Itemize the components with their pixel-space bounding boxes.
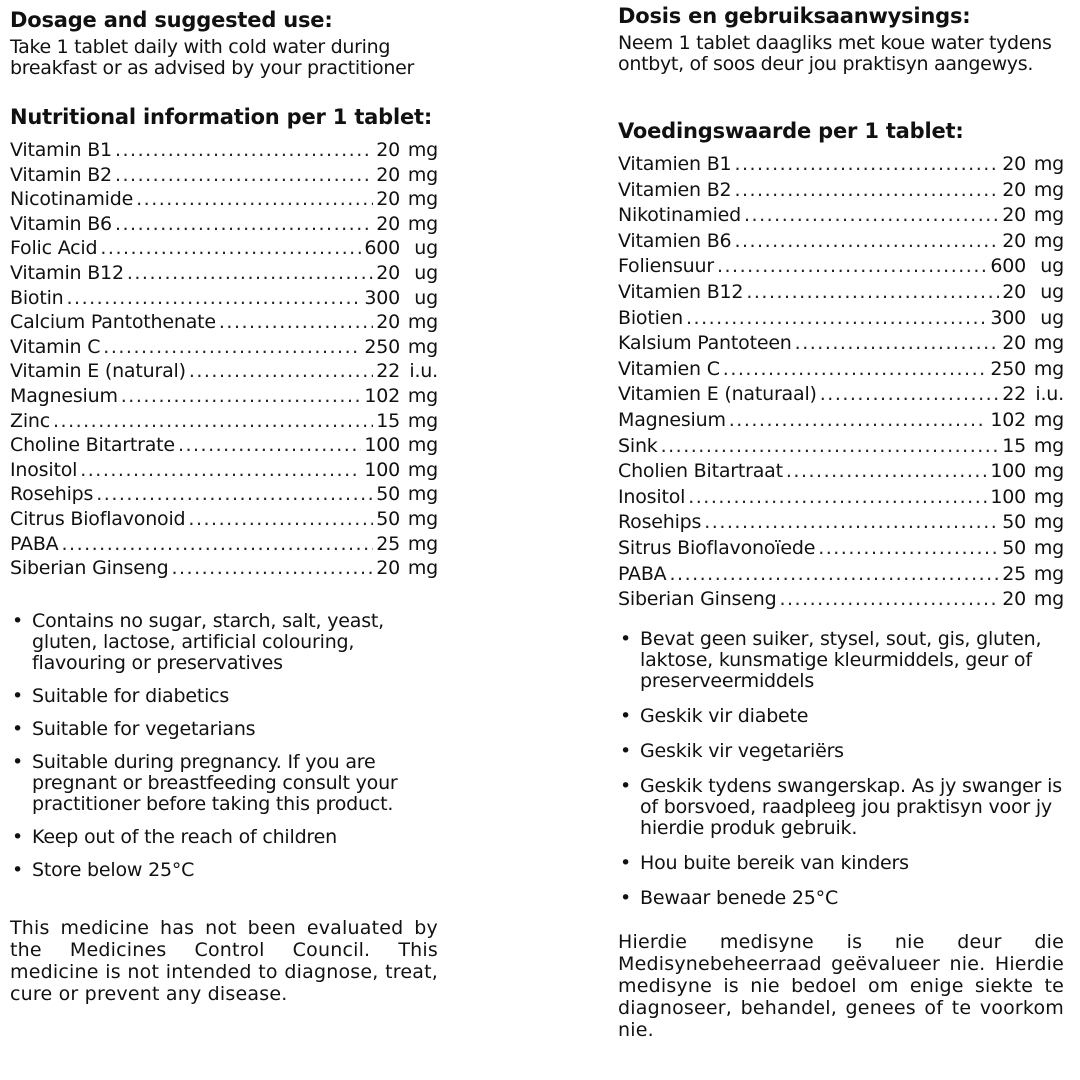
nutrient-unit: mg xyxy=(407,532,438,555)
feature-bullet-text: Suitable for vegetarians xyxy=(32,717,256,740)
nutrient-value: 50 xyxy=(1002,511,1026,534)
nutrient-value: 20 xyxy=(1002,332,1026,355)
dot-leader xyxy=(786,459,987,485)
nutrient-value: 25 xyxy=(376,532,400,555)
nutrient-amount xyxy=(376,507,438,532)
feature-bullet xyxy=(10,860,438,881)
feature-bullet-text: Contains no sugar, starch, salt, yeast, gluten, lactose, artificial colouring, flavouring or preservatives xyxy=(32,609,384,674)
nutrient-amount xyxy=(1002,331,1064,357)
nutrient-amount xyxy=(1002,434,1064,460)
feature-bullet-text: Keep out of the reach of children xyxy=(32,825,337,848)
nutrient-amount xyxy=(376,532,438,557)
feature-bullet-text: Geskik vir diabete xyxy=(640,704,809,727)
nutrient-amount xyxy=(1002,587,1064,613)
nutrient-row xyxy=(618,382,1064,408)
nutrient-unit: mg xyxy=(1033,434,1064,457)
disclaimer-text: Hierdie medisyne is nie deur die Medisynebeheerraad geëvalueer nie. Hierdie medisyne is nie bedoel om enige siekte te diagnoseer, behandel, genees of te voorkom nie. xyxy=(618,930,1064,1041)
dot-leader xyxy=(661,434,1000,460)
feature-bullet-text: Geskik tydens swangerskap. As jy swanger is of borsvoed, raadpleeg jou praktisyn voor jy hierdie produk gebruik. xyxy=(640,774,1062,839)
nutrient-amount xyxy=(364,236,438,261)
bullet-glyph: • xyxy=(12,750,24,773)
nutrient-value: 20 xyxy=(1002,588,1026,611)
nutrient-row xyxy=(10,458,438,483)
nutrient-name: Foliensuur xyxy=(618,255,714,278)
nutrient-amount xyxy=(1002,562,1064,588)
nutrient-row xyxy=(618,152,1064,178)
nutrient-row xyxy=(618,587,1064,613)
nutrition-heading: Nutritional information per 1 tablet: xyxy=(10,105,433,129)
nutrient-value: 20 xyxy=(1002,153,1026,175)
dot-leader xyxy=(115,163,373,188)
nutrient-row xyxy=(618,434,1064,460)
nutrient-row xyxy=(10,335,438,360)
nutrient-name: Biotien xyxy=(618,306,683,329)
dot-leader xyxy=(795,331,1000,357)
nutrient-unit: ug xyxy=(1040,280,1064,303)
nutrient-name: PABA xyxy=(618,562,667,585)
nutrient-value: 20 xyxy=(376,261,400,284)
nutrient-row xyxy=(10,482,438,507)
nutrient-name: Inositol xyxy=(618,485,686,508)
nutrient-row xyxy=(10,138,438,163)
nutrient-value: 50 xyxy=(376,483,400,506)
nutrient-unit: mg xyxy=(407,409,438,432)
feature-bullet xyxy=(10,686,438,707)
nutrient-unit: mg xyxy=(407,139,438,161)
dot-leader xyxy=(188,507,373,532)
nutrient-row xyxy=(618,536,1064,562)
nutrient-name: Sink xyxy=(618,434,658,457)
nutrient-unit: mg xyxy=(407,212,438,235)
nutrient-row xyxy=(10,286,438,311)
dot-leader xyxy=(734,178,999,204)
nutrient-amount xyxy=(376,163,438,188)
nutrient-unit: i.u. xyxy=(409,360,438,383)
nutrient-row xyxy=(618,485,1064,511)
dot-leader xyxy=(96,482,373,507)
nutrient-amount xyxy=(376,310,438,335)
nutrient-name: Calcium Pantothenate xyxy=(10,311,216,334)
nutrient-value: 300 xyxy=(990,306,1026,329)
dot-leader xyxy=(818,536,999,562)
nutrient-row xyxy=(618,562,1064,588)
nutrient-unit: mg xyxy=(1033,408,1064,431)
nutrient-row xyxy=(10,556,438,581)
feature-bullet xyxy=(618,853,1064,874)
dot-leader xyxy=(686,306,987,332)
nutrient-row xyxy=(618,408,1064,434)
nutrient-row xyxy=(618,280,1064,306)
dot-leader xyxy=(723,357,988,383)
nutrient-unit: mg xyxy=(1033,204,1064,227)
dot-leader xyxy=(178,433,361,458)
nutrient-row xyxy=(10,384,438,409)
nutrient-name: Nikotinamied xyxy=(618,204,741,227)
nutrient-name: PABA xyxy=(10,532,59,555)
bullet-glyph: • xyxy=(12,717,24,740)
nutrient-unit: mg xyxy=(1033,332,1064,355)
nutrient-unit: mg xyxy=(407,311,438,334)
feature-bullet xyxy=(618,888,1064,909)
dot-leader xyxy=(103,335,361,360)
nutrient-unit: mg xyxy=(1033,460,1064,483)
dot-leader xyxy=(189,359,373,384)
nutrient-row xyxy=(618,357,1064,383)
nutrient-value: 20 xyxy=(1002,229,1026,252)
nutrient-value: 20 xyxy=(1002,280,1026,303)
dot-leader xyxy=(734,152,999,178)
bullet-glyph: • xyxy=(620,851,632,874)
nutrient-value: 300 xyxy=(364,286,400,309)
dot-leader xyxy=(80,458,361,483)
feature-bullet xyxy=(10,719,438,740)
nutrient-value: 100 xyxy=(990,485,1026,508)
bullet-glyph: • xyxy=(620,886,632,909)
afrikaans-column xyxy=(618,0,1064,1041)
nutrient-row xyxy=(10,433,438,458)
nutrient-amount xyxy=(990,408,1064,434)
feature-bullet xyxy=(10,611,438,674)
dot-leader xyxy=(744,203,999,229)
nutrient-unit: mg xyxy=(407,335,438,358)
nutrient-name: Vitamin E (natural) xyxy=(10,360,186,383)
nutrient-unit: mg xyxy=(407,384,438,407)
nutrient-row xyxy=(10,409,438,434)
nutrient-value: 600 xyxy=(364,237,400,260)
feature-bullet-text: Geskik vir vegetariërs xyxy=(640,739,844,762)
nutrient-unit: mg xyxy=(1033,588,1064,611)
nutrient-name: Vitamin B6 xyxy=(10,212,112,235)
dot-leader xyxy=(115,212,373,237)
dot-leader xyxy=(729,408,988,434)
feature-bullet-text: Bevat geen suiker, stysel, sout, gis, gluten, laktose, kunsmatige kleurmiddels, geur of preserveermiddels xyxy=(640,627,1042,692)
nutrient-value: 20 xyxy=(1002,204,1026,227)
nutrient-unit: mg xyxy=(1033,511,1064,534)
feature-bullet-text: Hou buite bereik van kinders xyxy=(640,851,909,874)
nutrient-value: 22 xyxy=(376,360,400,383)
nutrient-name: Cholien Bitartraat xyxy=(618,460,783,483)
nutrient-amount xyxy=(1002,203,1064,229)
nutrient-name: Folic Acid xyxy=(10,237,98,260)
bullet-glyph: • xyxy=(12,858,24,881)
feature-bullet xyxy=(10,752,438,815)
nutrient-unit: mg xyxy=(407,434,438,457)
nutrient-amount xyxy=(990,254,1064,280)
nutrient-value: 15 xyxy=(376,409,400,432)
nutrient-name: Magnesium xyxy=(10,384,118,407)
nutrient-unit: ug xyxy=(1040,306,1064,329)
nutrient-amount xyxy=(364,286,438,311)
nutrient-name: Nicotinamide xyxy=(10,188,134,211)
nutrient-value: 15 xyxy=(1002,434,1026,457)
feature-bullet xyxy=(618,776,1064,839)
nutrient-unit: mg xyxy=(407,557,438,580)
dot-leader xyxy=(136,187,373,212)
nutrient-name: Vitamien B2 xyxy=(618,178,732,201)
dot-leader xyxy=(734,229,999,255)
feature-bullet xyxy=(618,741,1064,762)
feature-bullet-list xyxy=(618,629,1064,909)
nutrient-value: 250 xyxy=(990,357,1026,380)
nutrient-row xyxy=(10,359,438,384)
nutrient-value: 20 xyxy=(376,212,400,235)
dot-leader xyxy=(171,556,373,581)
nutrient-name: Vitamien C xyxy=(618,357,720,380)
dot-leader xyxy=(688,485,987,511)
nutrient-list xyxy=(618,152,1064,613)
nutrient-unit: ug xyxy=(1040,255,1064,278)
dot-leader xyxy=(115,138,373,163)
nutrient-row xyxy=(10,507,438,532)
nutrient-value: 50 xyxy=(1002,536,1026,559)
dot-leader xyxy=(717,254,987,280)
nutrient-amount xyxy=(376,482,438,507)
nutrient-value: 600 xyxy=(990,255,1026,278)
feature-bullet-list xyxy=(10,611,438,881)
nutrient-unit: ug xyxy=(414,237,438,260)
nutrient-unit: ug xyxy=(414,261,438,284)
nutrient-value: 100 xyxy=(364,434,400,457)
nutrient-amount xyxy=(376,261,438,286)
dot-leader xyxy=(67,286,362,311)
nutrient-name: Vitamien E (naturaal) xyxy=(618,383,817,406)
feature-bullet xyxy=(618,706,1064,727)
nutrient-name: Rosehips xyxy=(618,511,702,534)
nutrient-unit: ug xyxy=(414,286,438,309)
dot-leader xyxy=(100,236,361,261)
nutrient-amount xyxy=(1002,178,1064,204)
nutrient-amount xyxy=(990,357,1064,383)
dot-leader xyxy=(61,532,373,557)
nutrient-amount xyxy=(1002,280,1064,306)
nutrient-name: Vitamin B1 xyxy=(10,139,112,161)
nutrient-amount xyxy=(990,306,1064,332)
nutrient-unit: mg xyxy=(407,507,438,530)
feature-bullet-text: Bewaar benede 25°C xyxy=(640,886,839,909)
nutrient-name: Siberian Ginseng xyxy=(10,557,169,580)
feature-bullet xyxy=(10,827,438,848)
nutrient-unit: mg xyxy=(1033,562,1064,585)
dot-leader xyxy=(127,261,373,286)
bullet-glyph: • xyxy=(12,684,24,707)
dot-leader xyxy=(53,409,373,434)
nutrient-row xyxy=(618,203,1064,229)
nutrient-amount xyxy=(364,458,438,483)
nutrient-name: Zinc xyxy=(10,409,50,432)
nutrient-name: Vitamien B6 xyxy=(618,229,732,252)
nutrient-row xyxy=(10,187,438,212)
nutrient-value: 25 xyxy=(1002,562,1026,585)
nutrient-amount xyxy=(1002,510,1064,536)
nutrient-amount xyxy=(364,335,438,360)
nutrient-name: Biotin xyxy=(10,286,64,309)
nutrient-name: Citrus Bioflavonoid xyxy=(10,507,186,530)
nutrient-value: 20 xyxy=(376,163,400,186)
nutrient-amount xyxy=(364,433,438,458)
feature-bullet-text: Suitable during pregnancy. If you are pregnant or breastfeeding consult your practitioner before taking this product. xyxy=(32,750,398,815)
nutrient-unit: mg xyxy=(1033,153,1064,175)
bullet-glyph: • xyxy=(12,825,24,848)
nutrient-amount xyxy=(376,359,438,384)
dot-leader xyxy=(820,382,999,408)
nutrient-row xyxy=(618,178,1064,204)
nutrient-name: Vitamin B2 xyxy=(10,163,112,186)
nutrient-name: Inositol xyxy=(10,458,78,481)
dosage-text: Neem 1 tablet daagliks met koue water tydens ontbyt, of soos deur jou praktisyn aangewys. xyxy=(618,32,1052,75)
dot-leader xyxy=(219,310,373,335)
nutrient-amount xyxy=(1002,229,1064,255)
nutrient-name: Vitamin B12 xyxy=(10,261,124,284)
nutrient-name: Siberian Ginseng xyxy=(618,588,777,611)
nutrient-unit: mg xyxy=(1033,229,1064,252)
nutrient-row xyxy=(618,459,1064,485)
feature-bullet-text: Store below 25°C xyxy=(32,858,195,881)
english-column xyxy=(10,0,438,1005)
dosage-text: Take 1 tablet daily with cold water during breakfast or as advised by your practitioner xyxy=(10,36,414,79)
nutrient-name: Magnesium xyxy=(618,408,726,431)
nutrient-row xyxy=(618,306,1064,332)
nutrient-name: Vitamien B12 xyxy=(618,280,744,303)
nutrient-amount xyxy=(1002,382,1064,408)
nutrient-amount xyxy=(990,459,1064,485)
dosage-heading: Dosis en gebruiksaanwysings: xyxy=(618,4,971,28)
feature-bullet-text: Suitable for diabetics xyxy=(32,684,230,707)
nutrient-name: Vitamin C xyxy=(10,335,101,358)
nutrient-amount xyxy=(376,409,438,434)
nutrient-value: 20 xyxy=(376,188,400,211)
nutrient-unit: i.u. xyxy=(1035,383,1064,406)
dot-leader xyxy=(704,510,999,536)
nutrient-row xyxy=(618,331,1064,357)
nutrient-amount xyxy=(1002,152,1064,178)
nutrient-row xyxy=(10,212,438,237)
nutrient-unit: mg xyxy=(1033,485,1064,508)
feature-bullet xyxy=(618,629,1064,692)
nutrient-name: Choline Bitartrate xyxy=(10,434,175,457)
nutrient-value: 50 xyxy=(376,507,400,530)
nutrient-value: 20 xyxy=(376,139,400,161)
nutrient-row xyxy=(10,310,438,335)
nutrient-unit: mg xyxy=(407,188,438,211)
bullet-glyph: • xyxy=(620,739,632,762)
nutrient-value: 100 xyxy=(364,458,400,481)
nutrient-row xyxy=(618,229,1064,255)
dosage-heading: Dosage and suggested use: xyxy=(10,8,333,32)
nutrient-value: 102 xyxy=(990,408,1026,431)
nutrient-amount xyxy=(376,138,438,163)
bullet-glyph: • xyxy=(12,609,24,632)
nutrient-row xyxy=(10,236,438,261)
nutrient-name: Sitrus Bioflavonoïede xyxy=(618,536,816,559)
nutrient-value: 102 xyxy=(364,384,400,407)
nutrition-heading: Voedingswaarde per 1 tablet: xyxy=(618,119,964,143)
dot-leader xyxy=(121,384,362,409)
bullet-glyph: • xyxy=(620,704,632,727)
nutrient-amount xyxy=(990,485,1064,511)
nutrient-amount xyxy=(376,187,438,212)
nutrient-amount xyxy=(376,556,438,581)
bullet-glyph: • xyxy=(620,627,632,650)
dot-leader xyxy=(746,280,999,306)
nutrient-unit: mg xyxy=(1033,357,1064,380)
dot-leader xyxy=(669,562,999,588)
nutrient-value: 20 xyxy=(376,557,400,580)
nutrient-name: Vitamien B1 xyxy=(618,153,732,175)
nutrient-unit: mg xyxy=(407,163,438,186)
nutrient-amount xyxy=(1002,536,1064,562)
nutrient-value: 20 xyxy=(376,311,400,334)
nutrient-unit: mg xyxy=(407,458,438,481)
nutrient-name: Rosehips xyxy=(10,483,94,506)
nutrient-unit: mg xyxy=(1033,178,1064,201)
nutrient-value: 100 xyxy=(990,460,1026,483)
nutrient-list xyxy=(10,138,438,581)
nutrient-name: Kalsium Pantoteen xyxy=(618,332,792,355)
nutrient-value: 20 xyxy=(1002,178,1026,201)
nutrient-amount xyxy=(364,384,438,409)
nutrient-row xyxy=(10,163,438,188)
nutrient-row xyxy=(10,261,438,286)
nutrient-amount xyxy=(376,212,438,237)
nutrient-row xyxy=(10,532,438,557)
bullet-glyph: • xyxy=(620,774,632,797)
disclaimer-text: This medicine has not been evaluated by the Medicines Control Council. This medicine is not intended to diagnose, treat, cure or prevent any disease. xyxy=(10,916,438,1005)
nutrient-row xyxy=(618,510,1064,536)
nutrient-unit: mg xyxy=(407,483,438,506)
nutrient-value: 22 xyxy=(1002,383,1026,406)
nutrient-unit: mg xyxy=(1033,536,1064,559)
dot-leader xyxy=(779,587,999,613)
nutrient-value: 250 xyxy=(364,335,400,358)
nutrient-row xyxy=(618,254,1064,280)
